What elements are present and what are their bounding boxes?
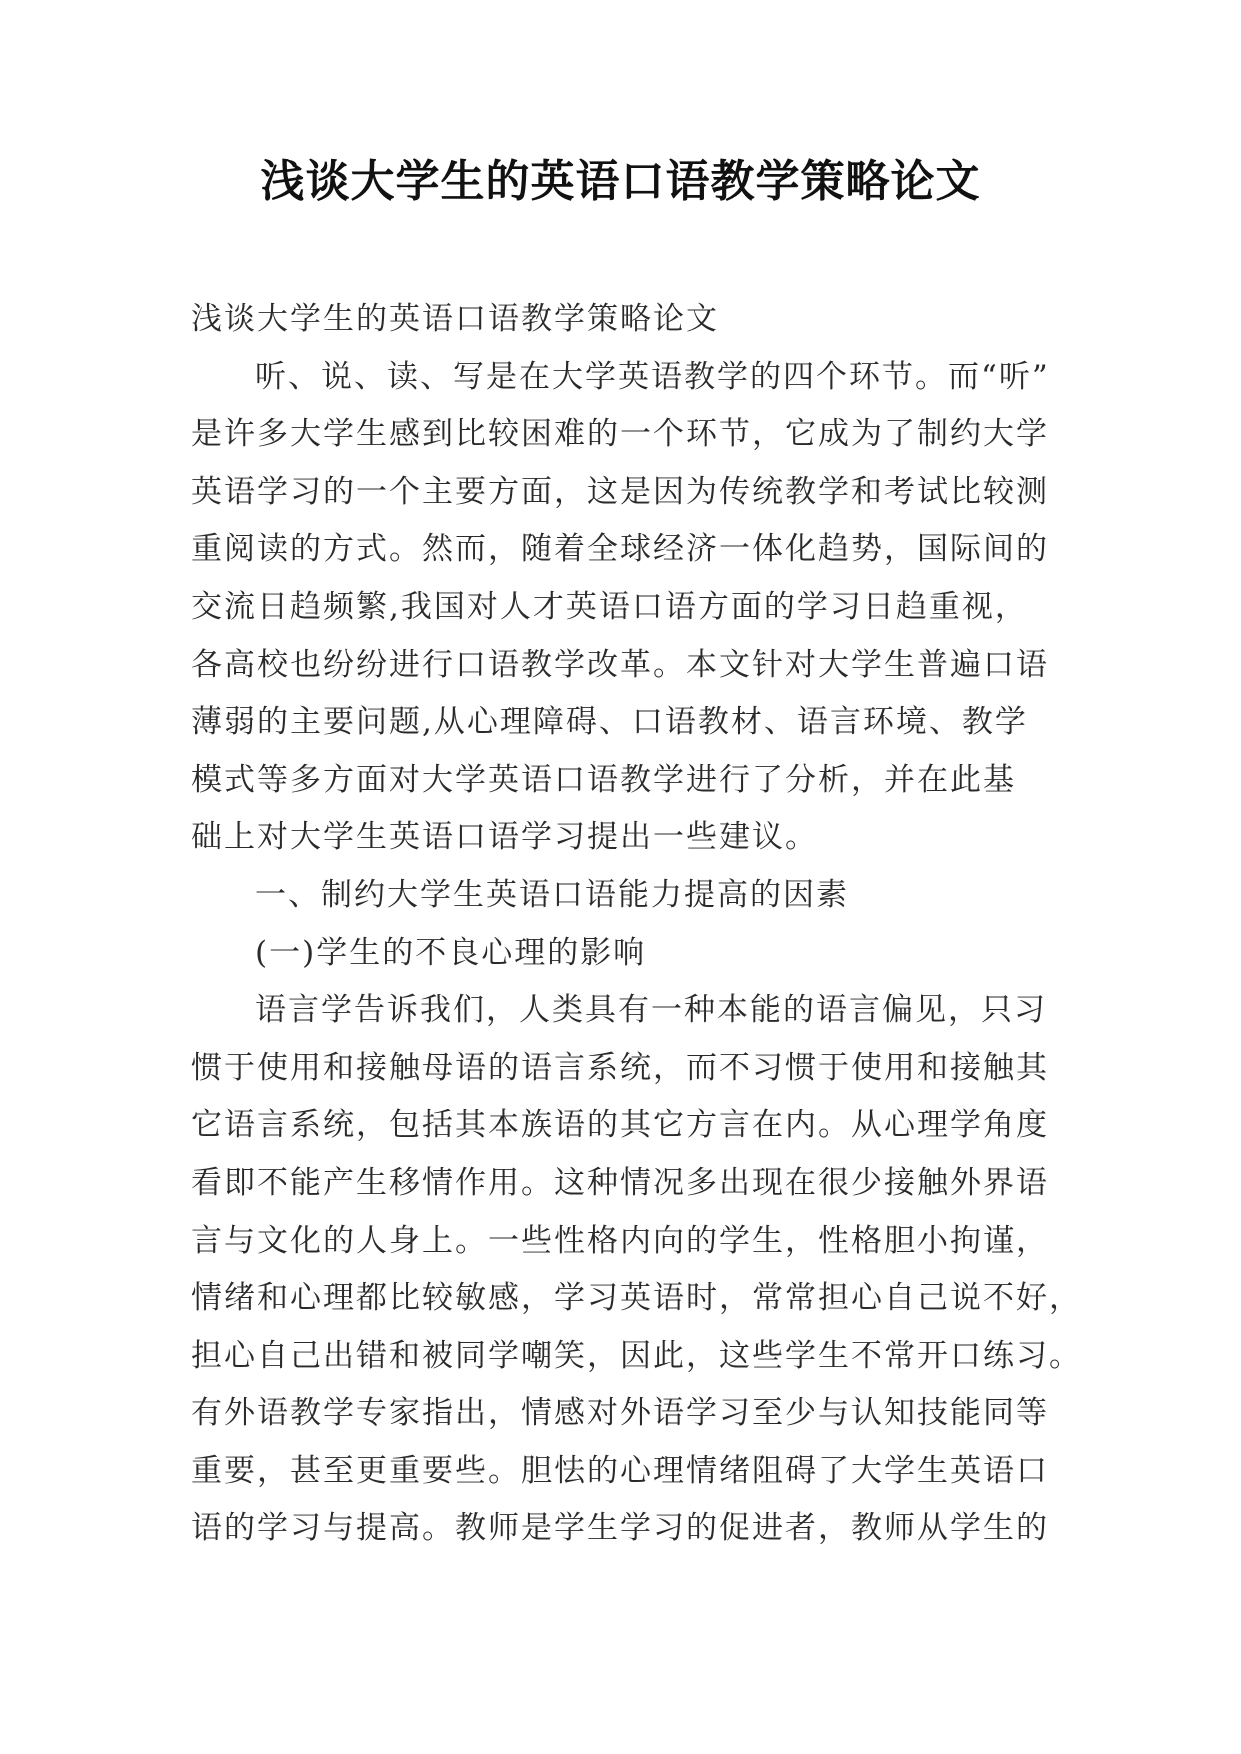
- text-line: 惯于使用和接触母语的语言系统，而不习惯于使用和接触其: [191, 1049, 1049, 1086]
- text-line: 看即不能产生移情作用。这种情况多出现在很少接触外界语: [191, 1164, 1049, 1201]
- text-line: 是许多大学生感到比较困难的一个环节，它成为了制约大学: [191, 416, 1049, 453]
- text-line: 浅谈大学生的英语口语教学策略论文: [191, 301, 719, 337]
- text-line: 英语学习的一个主要方面，这是因为传统教学和考试比较测: [191, 473, 1049, 510]
- text-line: 重要，甚至更重要些。胆怯的心理情绪阻碍了大学生英语口: [191, 1452, 1049, 1489]
- text-line: 交流日趋频繁,我国对人才英语口语方面的学习日趋重视，: [191, 588, 1028, 625]
- text-line: 薄弱的主要问题,从心理障碍、口语教材、语言环境、教学: [191, 704, 1028, 741]
- text-line: 重阅读的方式。然而，随着全球经济一体化趋势，国际间的: [191, 531, 1049, 568]
- document-body: [191, 291, 1082, 1558]
- text-line: 担心自己出错和被同学嘲笑，因此，这些学生不常开口练习。: [191, 1337, 1082, 1374]
- text-line: 模式等多方面对大学英语口语教学进行了分析，并在此基: [191, 761, 1016, 798]
- text-line: 有外语教学专家指出，情感对外语学习至少与认知技能同等: [191, 1395, 1049, 1432]
- text-line: 础上对大学生英语口语学习提出一些建议。: [191, 819, 818, 856]
- text-line: 听、说、读、写是在大学英语教学的四个环节。而“听”: [255, 358, 1050, 395]
- text-line: 语言学告诉我们，人类具有一种本能的语言偏见，只习: [255, 992, 1047, 1029]
- text-line: 语的学习与提高。教师是学生学习的促进者，教师从学生的: [191, 1510, 1049, 1547]
- text-line: 它语言系统，包括其本族语的其它方言在内。从心理学角度: [191, 1107, 1049, 1144]
- text-line: 一、制约大学生英语口语能力提高的因素: [255, 876, 849, 913]
- text-line: 各高校也纷纷进行口语教学改革。本文针对大学生普遍口语: [191, 646, 1049, 683]
- text-line: (一)学生的不良心理的影响: [255, 934, 647, 971]
- text-line: 言与文化的人身上。一些性格内向的学生，性格胆小拘谨，: [191, 1222, 1049, 1259]
- text-line: 情绪和心理都比较敏感，学习英语时，常常担心自己说不好，: [191, 1280, 1082, 1317]
- document-title: 浅谈大学生的英语口语教学策略论文: [260, 156, 981, 207]
